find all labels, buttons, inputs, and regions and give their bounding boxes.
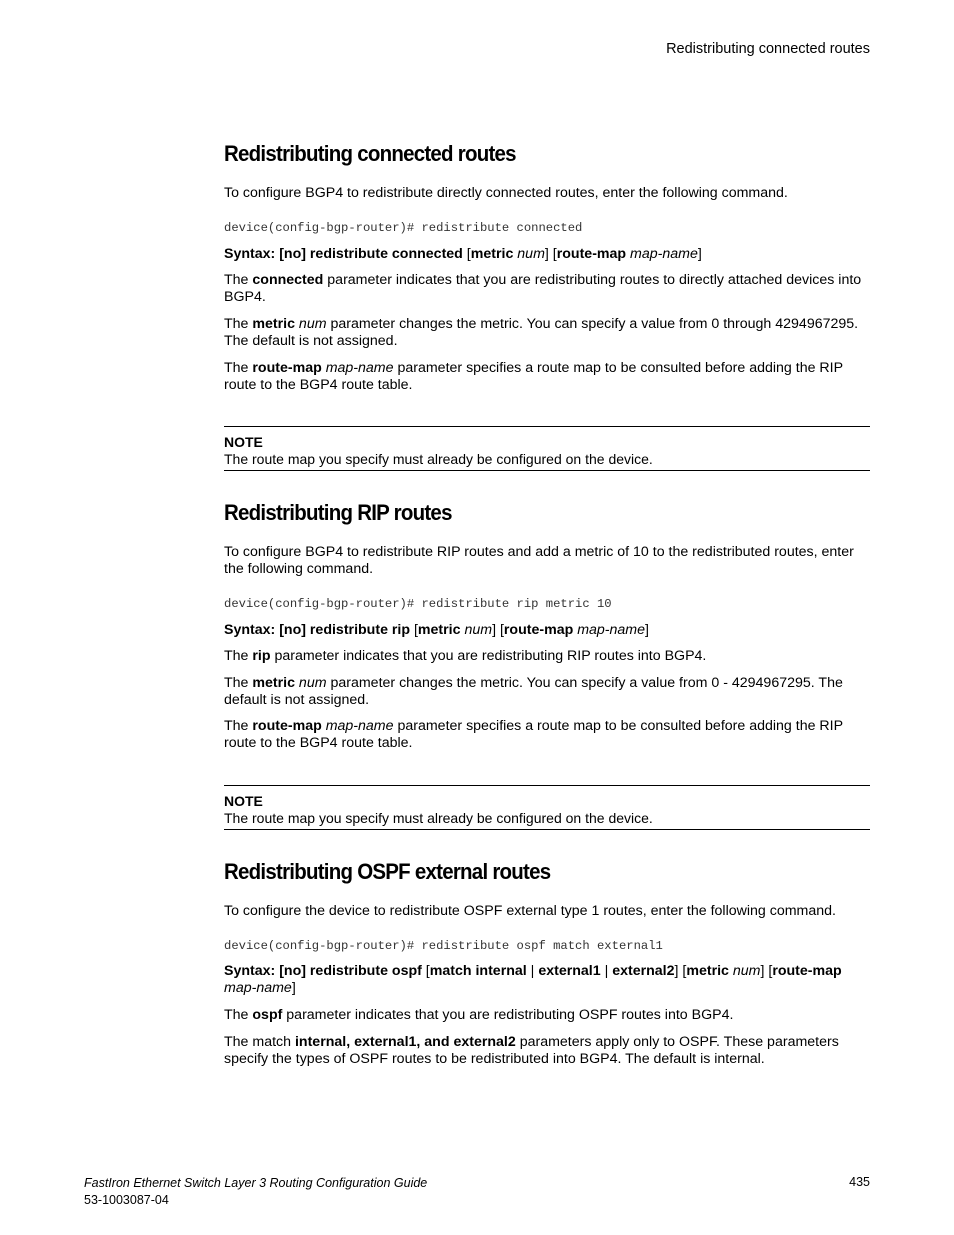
parameter-description: The route-map map-name parameter specifies a route map to be consulted before adding the RIP route to the BGP4 route table. xyxy=(224,360,843,394)
parameter-description: The ospf parameter indicates that you are redistributing OSPF routes into BGP4. xyxy=(224,1007,734,1023)
note-text: The route map you specify must already be configured on the device. xyxy=(224,810,653,826)
cli-command: device(config-bgp-router)# redistribute rip metric 10 xyxy=(224,597,612,611)
footer-title: FastIron Ethernet Switch Layer 3 Routing Configuration Guide xyxy=(84,1176,428,1190)
parameter-description: The metric num parameter changes the metric. You can specify a value from 0 through 4294967295. The default is not assigned. xyxy=(224,316,859,350)
section-intro: To configure BGP4 to redistribute RIP routes and add a metric of 10 to the redistributed routes, enter the following command. xyxy=(224,544,854,578)
syntax-line: Syntax: [no] redistribute ospf [match internal | external1 | external2] [metric num] [route-map map-name] xyxy=(224,963,842,997)
cli-command: device(config-bgp-router)# redistribute connected xyxy=(224,221,583,235)
section-heading-connected: Redistributing connected routes xyxy=(224,141,516,166)
section-intro: To configure the device to redistribute OSPF external type 1 routes, enter the following command. xyxy=(224,903,836,919)
note-text: The route map you specify must already be configured on the device. xyxy=(224,451,653,467)
cli-command: device(config-bgp-router)# redistribute ospf match external1 xyxy=(224,939,663,953)
note-box xyxy=(224,785,870,830)
running-header: Redistributing connected routes xyxy=(666,41,870,57)
footer-doc-number: 53-1003087-04 xyxy=(84,1193,169,1207)
note-label: NOTE xyxy=(224,434,263,450)
parameter-description: The rip parameter indicates that you are redistributing RIP routes into BGP4. xyxy=(224,648,707,664)
parameter-description: The route-map map-name parameter specifies a route map to be consulted before adding the RIP route to the BGP4 route table. xyxy=(224,718,843,752)
syntax-line: Syntax: [no] redistribute connected [metric num] [route-map map-name] xyxy=(224,246,702,262)
parameter-description: The metric num parameter changes the metric. You can specify a value from 0 - 4294967295. The default is not assigned. xyxy=(224,675,843,709)
note-label: NOTE xyxy=(224,793,263,809)
section-intro: To configure BGP4 to redistribute directly connected routes, enter the following command. xyxy=(224,185,788,201)
section-heading-ospf: Redistributing OSPF external routes xyxy=(224,859,551,884)
parameter-description: The match internal, external1, and external2 parameters apply only to OSPF. These parameters specify the types of OSPF routes to be redistributed into BGP4. The default is internal. xyxy=(224,1034,839,1068)
syntax-line: Syntax: [no] redistribute rip [metric num] [route-map map-name] xyxy=(224,622,649,638)
note-box xyxy=(224,426,870,471)
parameter-description: The connected parameter indicates that you are redistributing routes to directly attached devices into BGP4. xyxy=(224,272,862,306)
footer-page-number: 435 xyxy=(849,1175,870,1189)
footer-document-info xyxy=(84,1175,427,1209)
section-heading-rip: Redistributing RIP routes xyxy=(224,500,452,525)
